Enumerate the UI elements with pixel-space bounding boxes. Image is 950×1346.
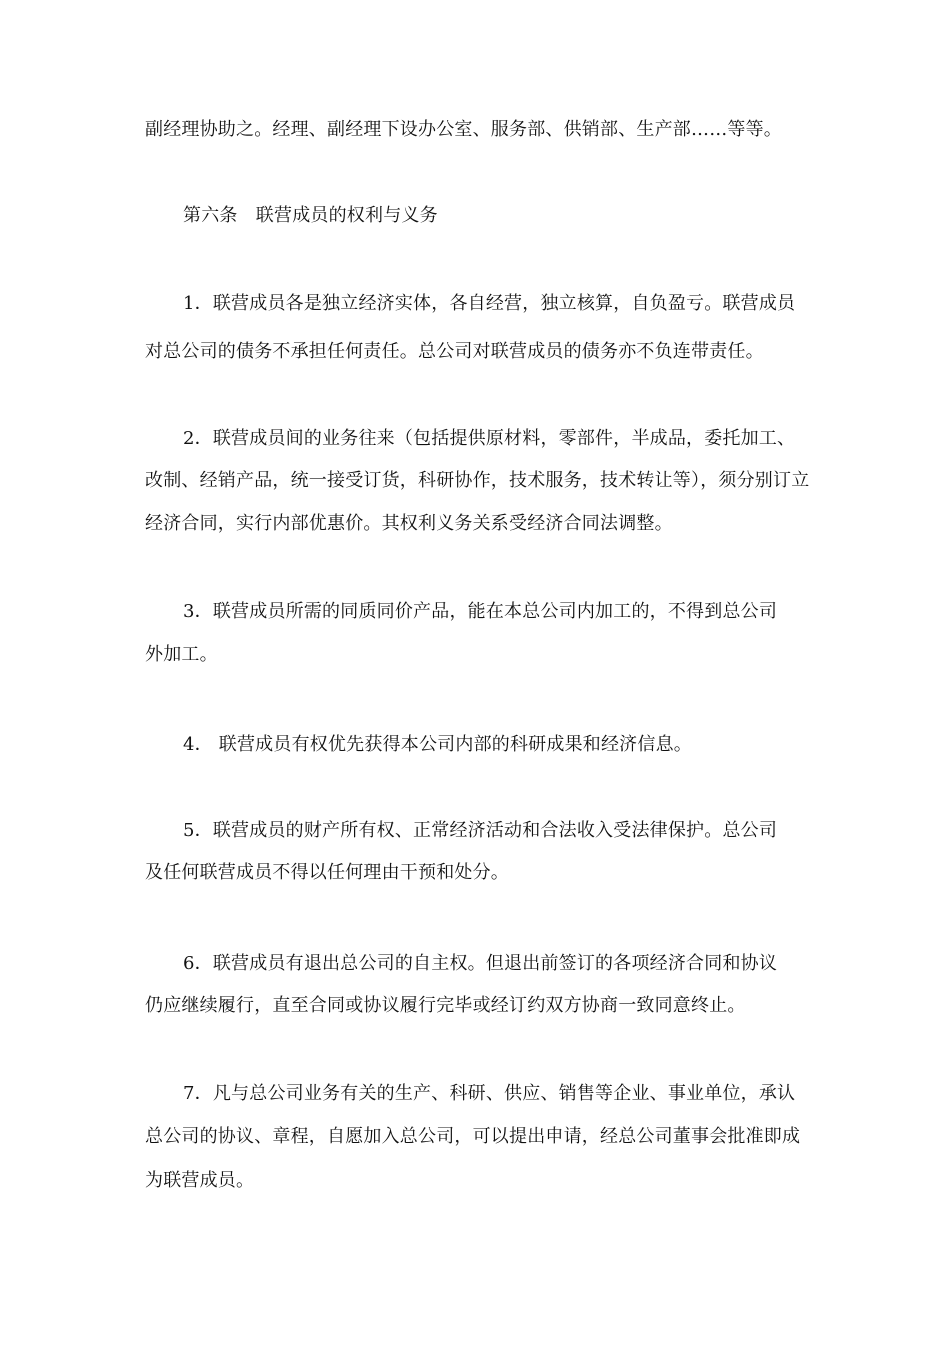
clause-7-line-1: 7．凡与总公司业务有关的生产、科研、供应、销售等企业、事业单位，承认: [183, 1083, 796, 1104]
clause-7-line-3: 为联营成员。: [145, 1170, 255, 1191]
clause-6-line-2: 仍应继续履行，直至合同或协议履行完毕或经订约双方协商一致同意终止。: [145, 995, 746, 1016]
clause-3-line-2: 外加工。: [145, 644, 218, 665]
clause-3-line-1: 3．联营成员所需的同质同价产品，能在本总公司内加工的，不得到总公司: [183, 601, 778, 622]
clause-2-line-2: 改制、经销产品，统一接受订货，科研协作，技术服务，技术转让等），须分别订立: [145, 470, 810, 491]
clause-7-line-2: 总公司的协议、章程，自愿加入总公司，可以提出申请，经总公司董事会批准即成: [145, 1126, 801, 1147]
clause-5-line-1: 5．联营成员的财产所有权、正常经济活动和合法收入受法律保护。总公司: [183, 820, 778, 841]
clause-2-line-1: 2．联营成员间的业务往来（包括提供原材料，零部件，半成品，委托加工、: [183, 428, 796, 449]
clause-2-line-3: 经济合同，实行内部优惠价。其权利义务关系受经济合同法调整。: [145, 513, 673, 534]
article-heading: 第六条 联营成员的权利与义务: [183, 205, 438, 226]
clause-4-line-1: 4． 联营成员有权优先获得本公司内部的科研成果和经济信息。: [183, 734, 692, 755]
clause-1-line-1: 1．联营成员各是独立经济实体，各自经营，独立核算，自负盈亏。联营成员: [183, 293, 796, 314]
clause-1-line-2: 对总公司的债务不承担任何责任。总公司对联营成员的债务亦不负连带责任。: [145, 341, 764, 362]
clause-6-line-1: 6．联营成员有退出总公司的自主权。但退出前签订的各项经济合同和协议: [183, 953, 778, 974]
intro-continuation-line: 副经理协助之。经理、副经理下设办公室、服务部、供销部、生产部……等等。: [145, 119, 782, 140]
clause-5-line-2: 及任何联营成员不得以任何理由干预和处分。: [145, 862, 509, 883]
